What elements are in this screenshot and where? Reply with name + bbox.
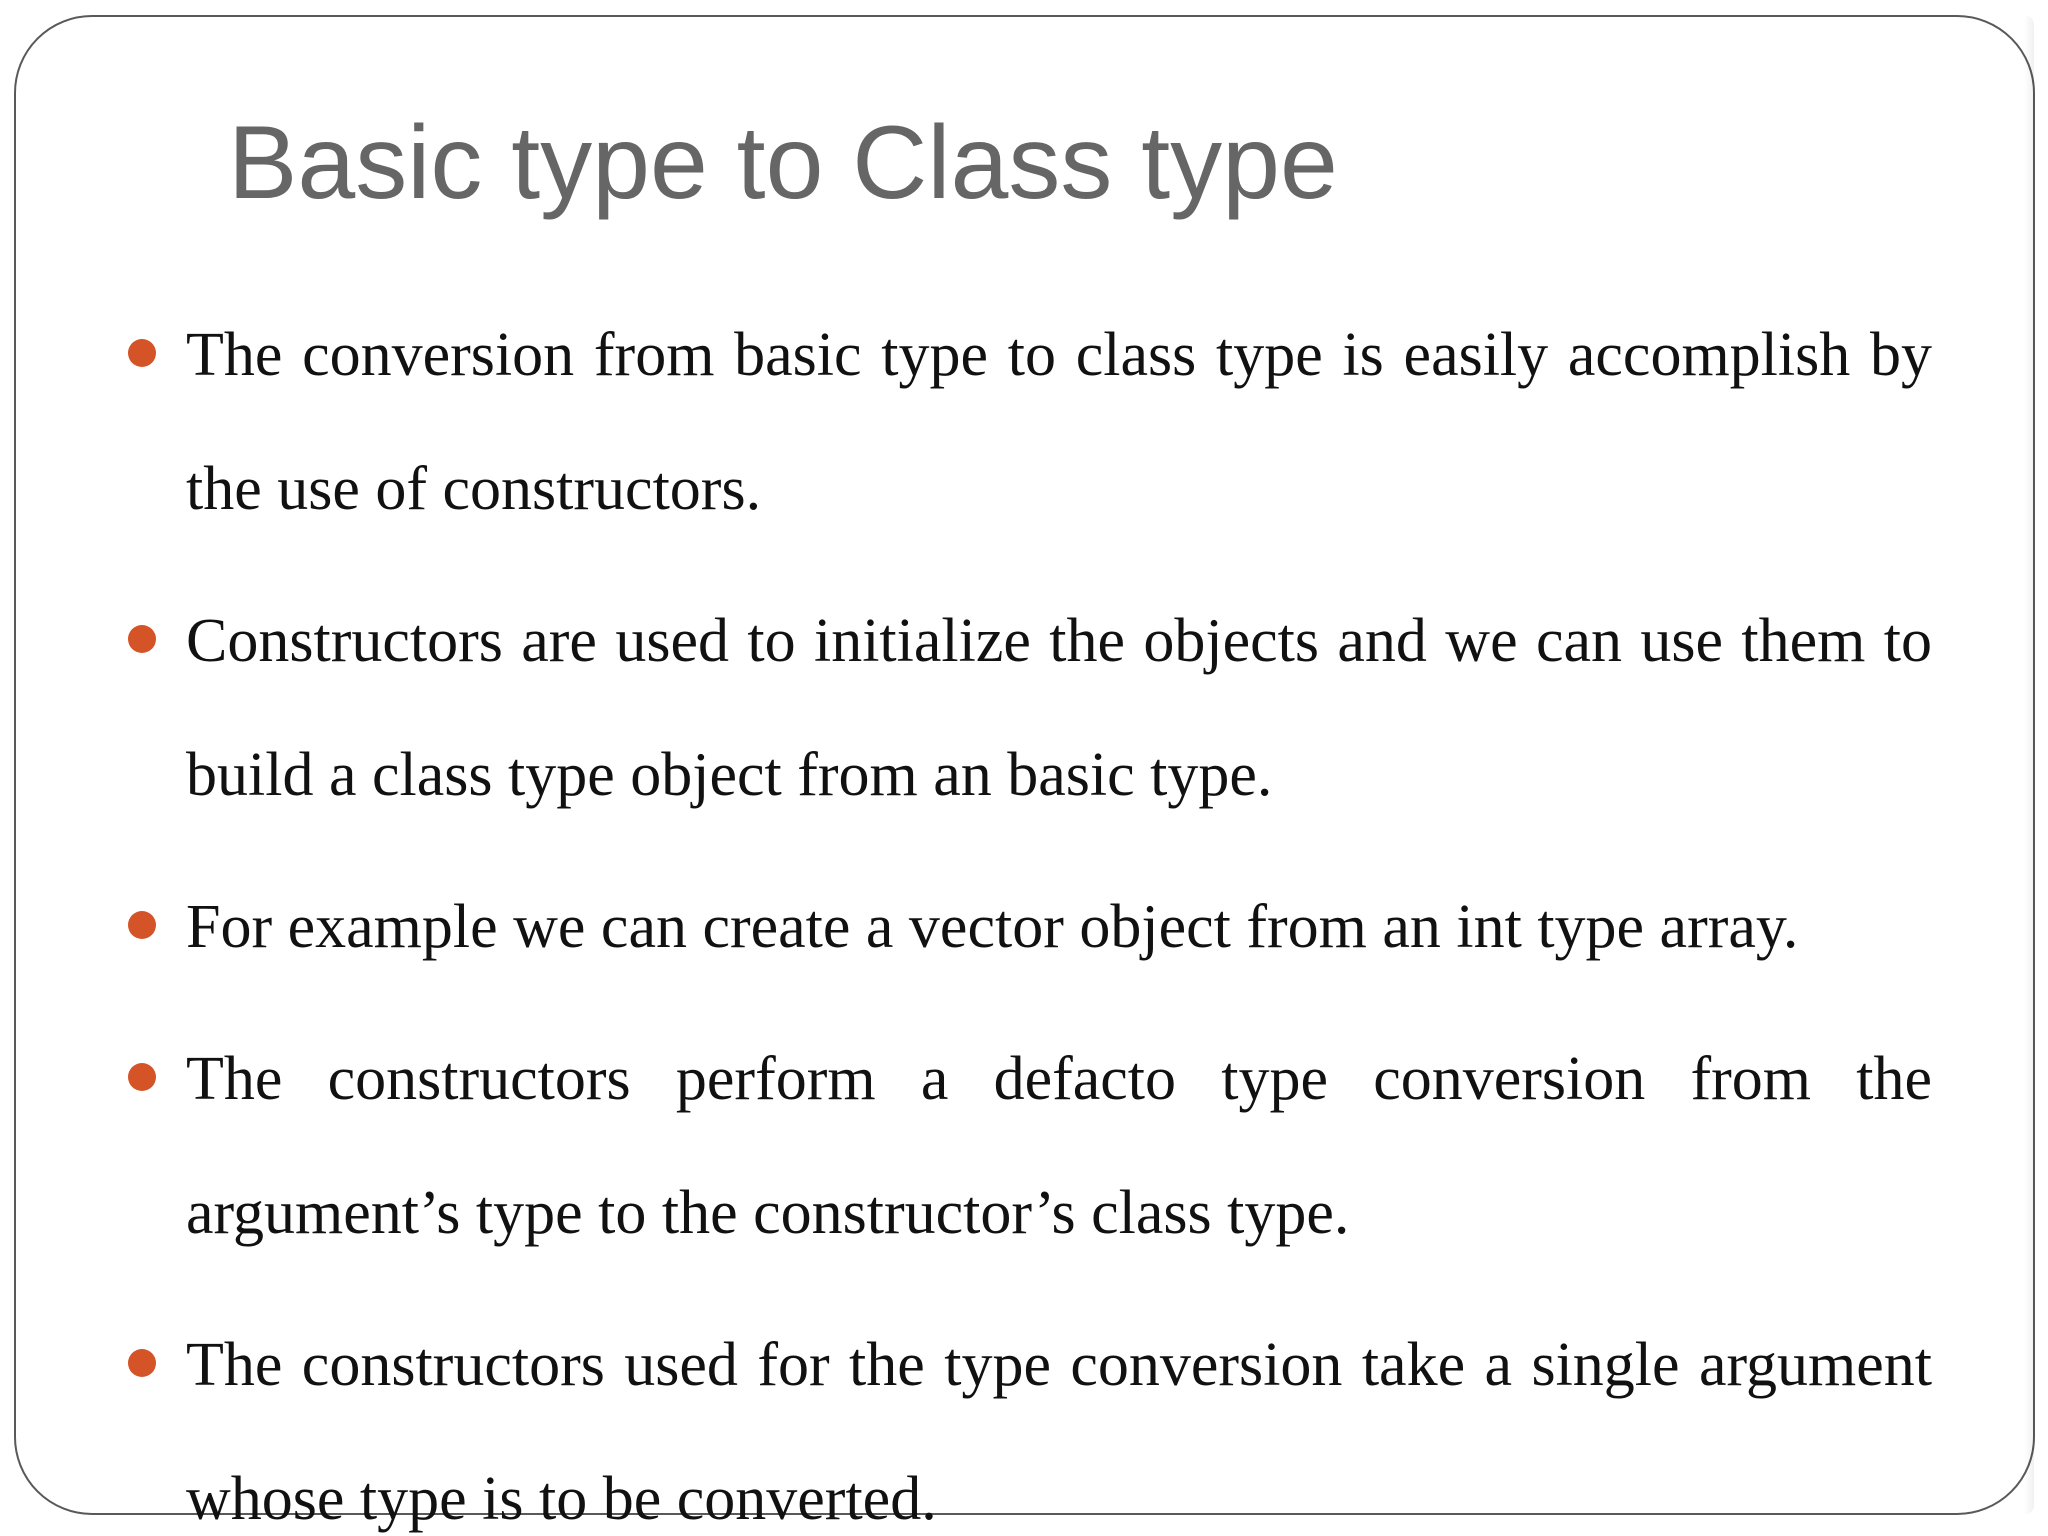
- bullet-item: [128, 288, 1932, 556]
- bullet-dot-icon: [128, 1349, 156, 1377]
- bullet-dot-icon: [128, 1063, 156, 1091]
- bullet-text: Constructors are used to initialize the objects and we can use them to build a class type object from an basic type.: [186, 607, 1932, 809]
- bullet-text: The conversion from basic type to class type is easily accomplish by the use of constructors.: [186, 321, 1932, 523]
- bullet-dot-icon: [128, 625, 156, 653]
- bullet-item: [128, 860, 1932, 994]
- bullet-item: [128, 1012, 1932, 1280]
- bullet-item: [128, 1298, 1932, 1536]
- slide-title: Basic type to Class type: [228, 105, 1338, 221]
- bullet-item: [128, 574, 1932, 842]
- bullet-text: The constructors perform a defacto type conversion from the argument’s type to the constructor’s class type.: [186, 1045, 1932, 1247]
- bullet-dot-icon: [128, 339, 156, 367]
- bullet-text: The constructors used for the type conversion take a single argument whose type is to be converted.: [186, 1331, 1932, 1533]
- bullet-dot-icon: [128, 911, 156, 939]
- bullet-text: For example we can create a vector object from an int type array.: [186, 893, 1799, 961]
- slide-edge-shadow: [2024, 15, 2034, 1515]
- bullet-list: [128, 288, 1932, 1536]
